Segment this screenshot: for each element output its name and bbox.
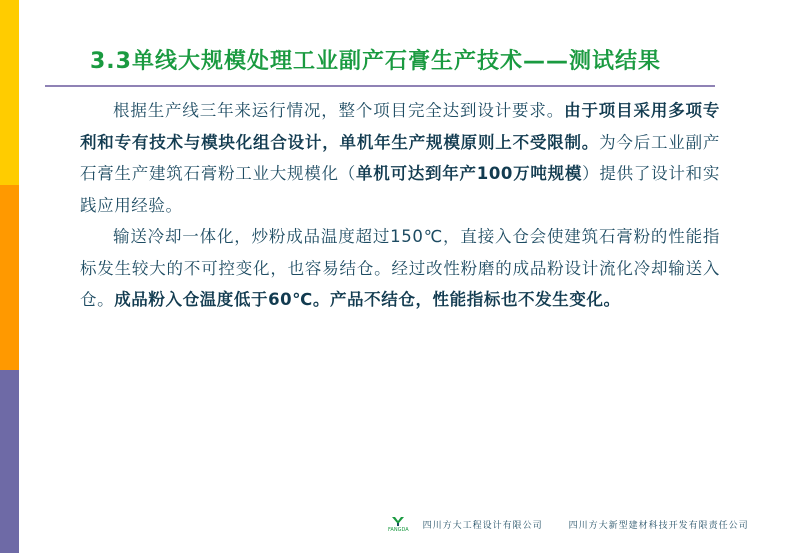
paragraph-1 bbox=[80, 95, 720, 221]
paragraph-2 bbox=[80, 221, 720, 316]
footer-company-2: 四川方大新型建材科技开发有限责任公司 bbox=[568, 521, 749, 531]
p1-segment: 根据生产线三年来运行情况，整个项目完全达到设计要求。 bbox=[113, 101, 565, 120]
p2-segment-bold: 成品粉入仓温度低于60℃。产品不结仓，性能指标也不发生变化。 bbox=[114, 290, 621, 309]
p1-segment: 为今后工业副产石膏生产建筑石膏粉工业大规模化（ bbox=[80, 132, 721, 183]
logo-text: FANGDA bbox=[388, 527, 409, 533]
slide-body bbox=[80, 95, 720, 316]
company-logo bbox=[388, 516, 409, 533]
footer bbox=[388, 516, 749, 533]
footer-company-1: 四川方大工程设计有限公司 bbox=[422, 521, 543, 531]
p1-segment-bold: 单机可达到年产100万吨规模 bbox=[356, 164, 583, 183]
side-bar-orange bbox=[0, 185, 19, 370]
slide-title: 3.3单线大规模处理工业副产石膏生产技术——测试结果 bbox=[90, 49, 661, 74]
fangda-logo-icon bbox=[391, 516, 405, 526]
side-bar-purple bbox=[0, 370, 19, 553]
p2-segment: 输送冷却一体化，炒粉成品温度超过150℃，直接入仓会使建筑石膏粉的性能指标发生较大的不可控变化，也容易结仓。经过改性粉磨的成品粉设计流化冷却输送入仓。 bbox=[80, 227, 720, 309]
p1-segment: ）提供了设计和实践应用经验。 bbox=[80, 164, 720, 215]
p1-segment-bold: 由于项目采用多项专利和专有技术与模块化组合设计，单机年生产规模原则上不受限制。 bbox=[80, 101, 720, 152]
side-bar-yellow bbox=[0, 0, 19, 185]
title-divider bbox=[45, 85, 715, 87]
